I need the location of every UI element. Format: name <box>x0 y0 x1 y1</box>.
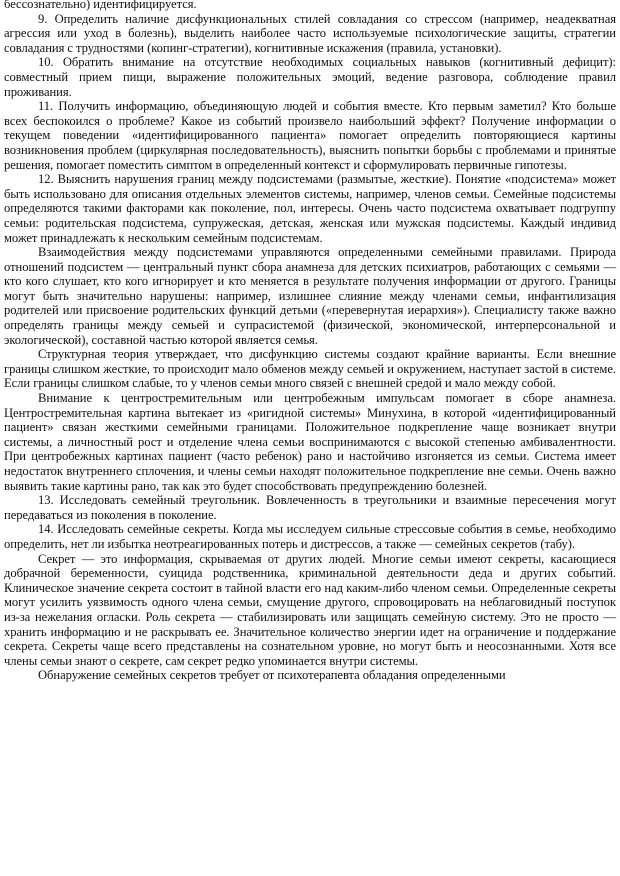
paragraph-detecting-secrets: Обнаружение семейных секретов требует от психотерапевта обладания определенными <box>38 668 506 683</box>
paragraph-continuation: бессознательно) идентифицируется. <box>4 0 197 11</box>
paragraph-item-13-family-triangle: 13. Исследовать семейный треугольник. Вовлеченность в треугольники и взаимные пересечения могут передаваться из поколения в поколение. <box>4 493 616 522</box>
paragraph-structural-theory: Структурная теория утверждает, что дисфункцию системы создают крайние варианты. Если внешние границы слишком жесткие, то происходит мало обменов между семьей и окружением, наступает застой в системе. Если границы слишком слабые, то у членов семьи много связей с внешней средой и мало между собой. <box>4 347 616 391</box>
paragraph-secret-definition: Секрет — это информация, скрываемая от других людей. Многие семьи имеют секреты, касающиеся добрачной беременности, суицида родственника, криминальной деятельности деда и других событий. Клиническое значение секрета состоит в тайной власти его над каким-либо членом семьи. Определенные секреты могут усилить уязвимость одного члена семьи, смущение другого, спровоцировать на неблаговидный поступок из-за нежелания огласки. Роль секрета — стабилизировать или защищать семейную систему. Это не просто — хранить информацию и не раскрывать ее. Значительное количество энергии идет на ограничение и поддержание секрета. Секреты чаще всего представлены на сознательном уровне, но могут быть и неосознанными. Хотя все члены семьи знают о секрете, сам секрет редко упоминается внутри системы. <box>4 551 616 668</box>
paragraph-item-11-linking-information: 11. Получить информацию, объединяющую людей и события вместе. Кто первым заметил? Кто больше всех беспокоился о проблеме? Какое из событий произвело наибольший эффект? Получение информации о текущем поведении «идентифицированного пациента» помогает определить повторяющиеся картины возникновения проблем (циркулярная последовательность), выяснить попытки борьбы с проблемами и принятые решения, помогает поместить симптом в определенный контекст и сформулировать первичные гипотезы. <box>4 99 616 172</box>
paragraph-centripetal-centrifugal: Внимание к центростремительным или центробежным импульсам помогает в сборе анамнеза. Центростремительная картина вытекает из «ригидной системы» Минухина, в которой «идентифицированный пациент» связан жесткими семейными границами. Положительное подкрепление чаще возникает внутри системы, а личностный рост и отделение члена семьи воспринимаются с высокой степенью амбивалентности. При центробежных картинах пациент (часто ребенок) рано и настойчиво изгоняется из семьи. Система имеет недостаток внутреннего сплочения, и члены семьи находят положительное подкрепление вне семьи. Очень важно выявить такие картины рано, так как это будет способствовать предупреждению болезней. <box>4 391 616 493</box>
paragraph-item-10-social-skills: 10. Обратить внимание на отсутствие необходимых социальных навыков (когнитивный дефицит): совместный прием пищи, выражение положительных эмоций, ведение разговора, соблюдение правил проживания. <box>4 55 616 99</box>
paragraph-item-14-family-secrets: 14. Исследовать семейные секреты. Когда мы исследуем сильные стрессовые события в семье, необходимо определить, нет ли избытка неотреагированных потерь и дистрессов, а также — семейных секретов (табу). <box>4 522 616 551</box>
paragraph-subsystem-interactions: Взаимодействия между подсистемами управляются определенными семейными правилами. Природа отношений подсистем — центральный пункт сбора анамнеза для детских психиатров, работающих с семьями — кто кого слушает, кто кого игнорирует и кто меняется в результате получения информации от другого. Границы могут быть значительно нарушены: например, излишнее слияние между членами семьи, инфантилизация родителей или присвоение родительских функций детьми («перевернутая иерархия»). Специалисту также важно определять границы между семьей и супрасистемой (физической, экономической, интерперсональной и экологической), составной частью которой является семья. <box>4 245 616 347</box>
paragraph-item-12-subsystem-boundaries: 12. Выяснить нарушения границ между подсистемами (размытые, жесткие). Понятие «подсистема» может быть использовано для описания отдельных элементов системы, например, членов семьи. Семейные подсистемы определяются такими факторами как поколение, пол, интересы. Очень часто подсистема охватывает подгруппу семьи: родительская подсистема, супружеская, детская, женская или мужская подсистемы. Каждый индивид может принадлежать к нескольким семейным подсистемам. <box>4 172 616 245</box>
paragraph-item-9-coping-styles: 9. Определить наличие дисфункциональных стилей совладания со стрессом (например, неадекватная агрессия или уход в болезнь), выделить наиболее часто используемые психологические защиты, стратегии совладания с трудностями (копинг-стратегии), когнитивные искажения (правила, установки). <box>4 11 616 55</box>
